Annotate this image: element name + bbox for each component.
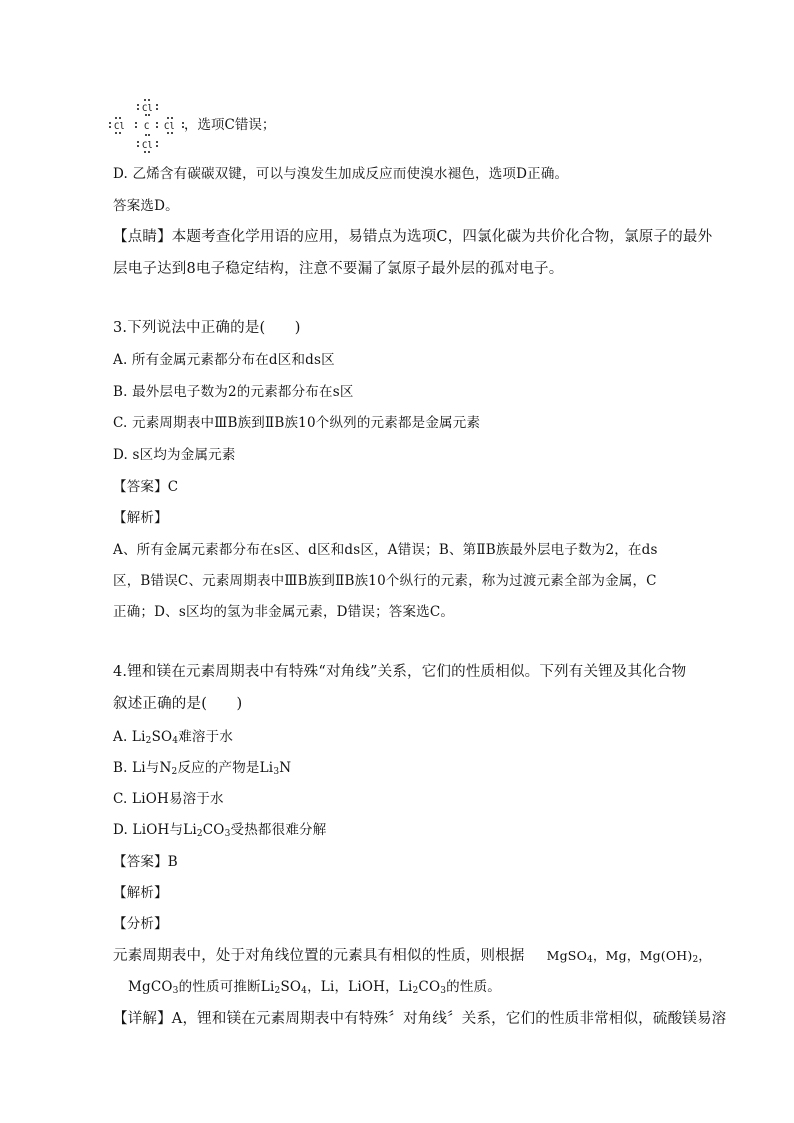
answer-line: 答案选D。 xyxy=(113,198,179,214)
lewis-caption: ，选项C错误； xyxy=(184,117,276,133)
question-4-stem-line-1: 4.锂和镁在元素周期表中有特殊“对角线”关系，它们的性质相似。下列有关锂及其化合物 xyxy=(113,664,687,680)
lewis-atom-right: Cl xyxy=(164,122,175,132)
question-3-stem: 3.下列说法中正确的是( ) xyxy=(113,320,301,336)
question-3-analysis-line-1: A、所有金属元素都分布在s区、d区和ds区，A错误；B、第ⅡB族最外层电子数为2，在ds xyxy=(113,542,658,558)
note-line-2: 层电子达到8电子稳定结构，注意不要漏了氯原子最外层的孤对电子。 xyxy=(113,261,564,277)
question-3-analysis-line-3: 正确；D、s区均的氢为非金属元素，D错误；答案选C。 xyxy=(113,604,455,620)
question-4-option-a: A. $Li_2SO_4$难溶于水 xyxy=(113,729,234,746)
lewis-diagram xyxy=(108,97,186,155)
question-4-option-b: B. Li与$N_2$反应的产物是$Li_3N$ xyxy=(113,760,292,777)
question-4-analysis-heading: 【解析】 xyxy=(113,885,168,901)
lewis-atom-left: Cl xyxy=(114,122,125,132)
question-4-analysis-line-2: MgCO$_3$的性质可推断$Li_2SO_4$，Li，LiOH，$Li_2CO_3$的性质。 xyxy=(128,979,501,996)
option-d-explanation: D. 乙烯含有碳碳双键，可以与溴发生加成反应而使溴水褪色，选项D正确。 xyxy=(113,166,569,182)
question-3-option-b: B. 最外层电子数为2的元素都分布在s区 xyxy=(113,384,354,400)
question-4-detail-line-1: 【详解】A，锂和镁在元素周期表中有特殊〞对角线〞关系，它们的性质非常相似，硫酸镁易溶 xyxy=(113,1011,727,1027)
lewis-atom-center: C xyxy=(144,122,150,132)
note-line-1: 【点睛】本题考查化学用语的应用，易错点为选项C，四氯化碳为共价化合物，氯原子的最外 xyxy=(113,229,713,245)
question-3-analysis-heading: 【解析】 xyxy=(113,510,168,526)
question-4-analysis-line-1: 元素周期表中，处于对角线位置的元素具有相似的性质，则根据 MgSO$_4$，Mg，$Mg(OH)_2$， xyxy=(113,948,712,965)
question-3-option-a: A. 所有金属元素都分布在d区和ds区 xyxy=(113,352,335,368)
question-4-option-c: C. LiOH易溶于水 xyxy=(113,791,224,807)
question-4-stem-line-2: 叙述正确的是( ) xyxy=(113,696,243,712)
ccl4-lewis-structure xyxy=(108,97,186,155)
question-3-option-d: D. s区均为金属元素 xyxy=(113,447,236,463)
question-3-option-c: C. 元素周期表中ⅢB族到ⅡB族10个纵列的元素都是金属元素 xyxy=(113,415,481,431)
question-4-analysis-subheading: 【分析】 xyxy=(113,916,168,932)
question-3-answer: 【答案】C xyxy=(113,479,179,495)
question-4-option-d: D. LiOH与$Li_2CO_3$受热都很难分解 xyxy=(113,822,327,839)
question-3-analysis-line-2: 区，B错误C、元素周期表中ⅢB族到ⅡB族10个纵行的元素，称为过渡元素全部为金属，C xyxy=(113,573,657,589)
question-4-answer: 【答案】B xyxy=(113,854,178,870)
lewis-atom-bottom: Cl xyxy=(142,141,153,151)
lewis-atom-top: Cl xyxy=(142,104,153,114)
